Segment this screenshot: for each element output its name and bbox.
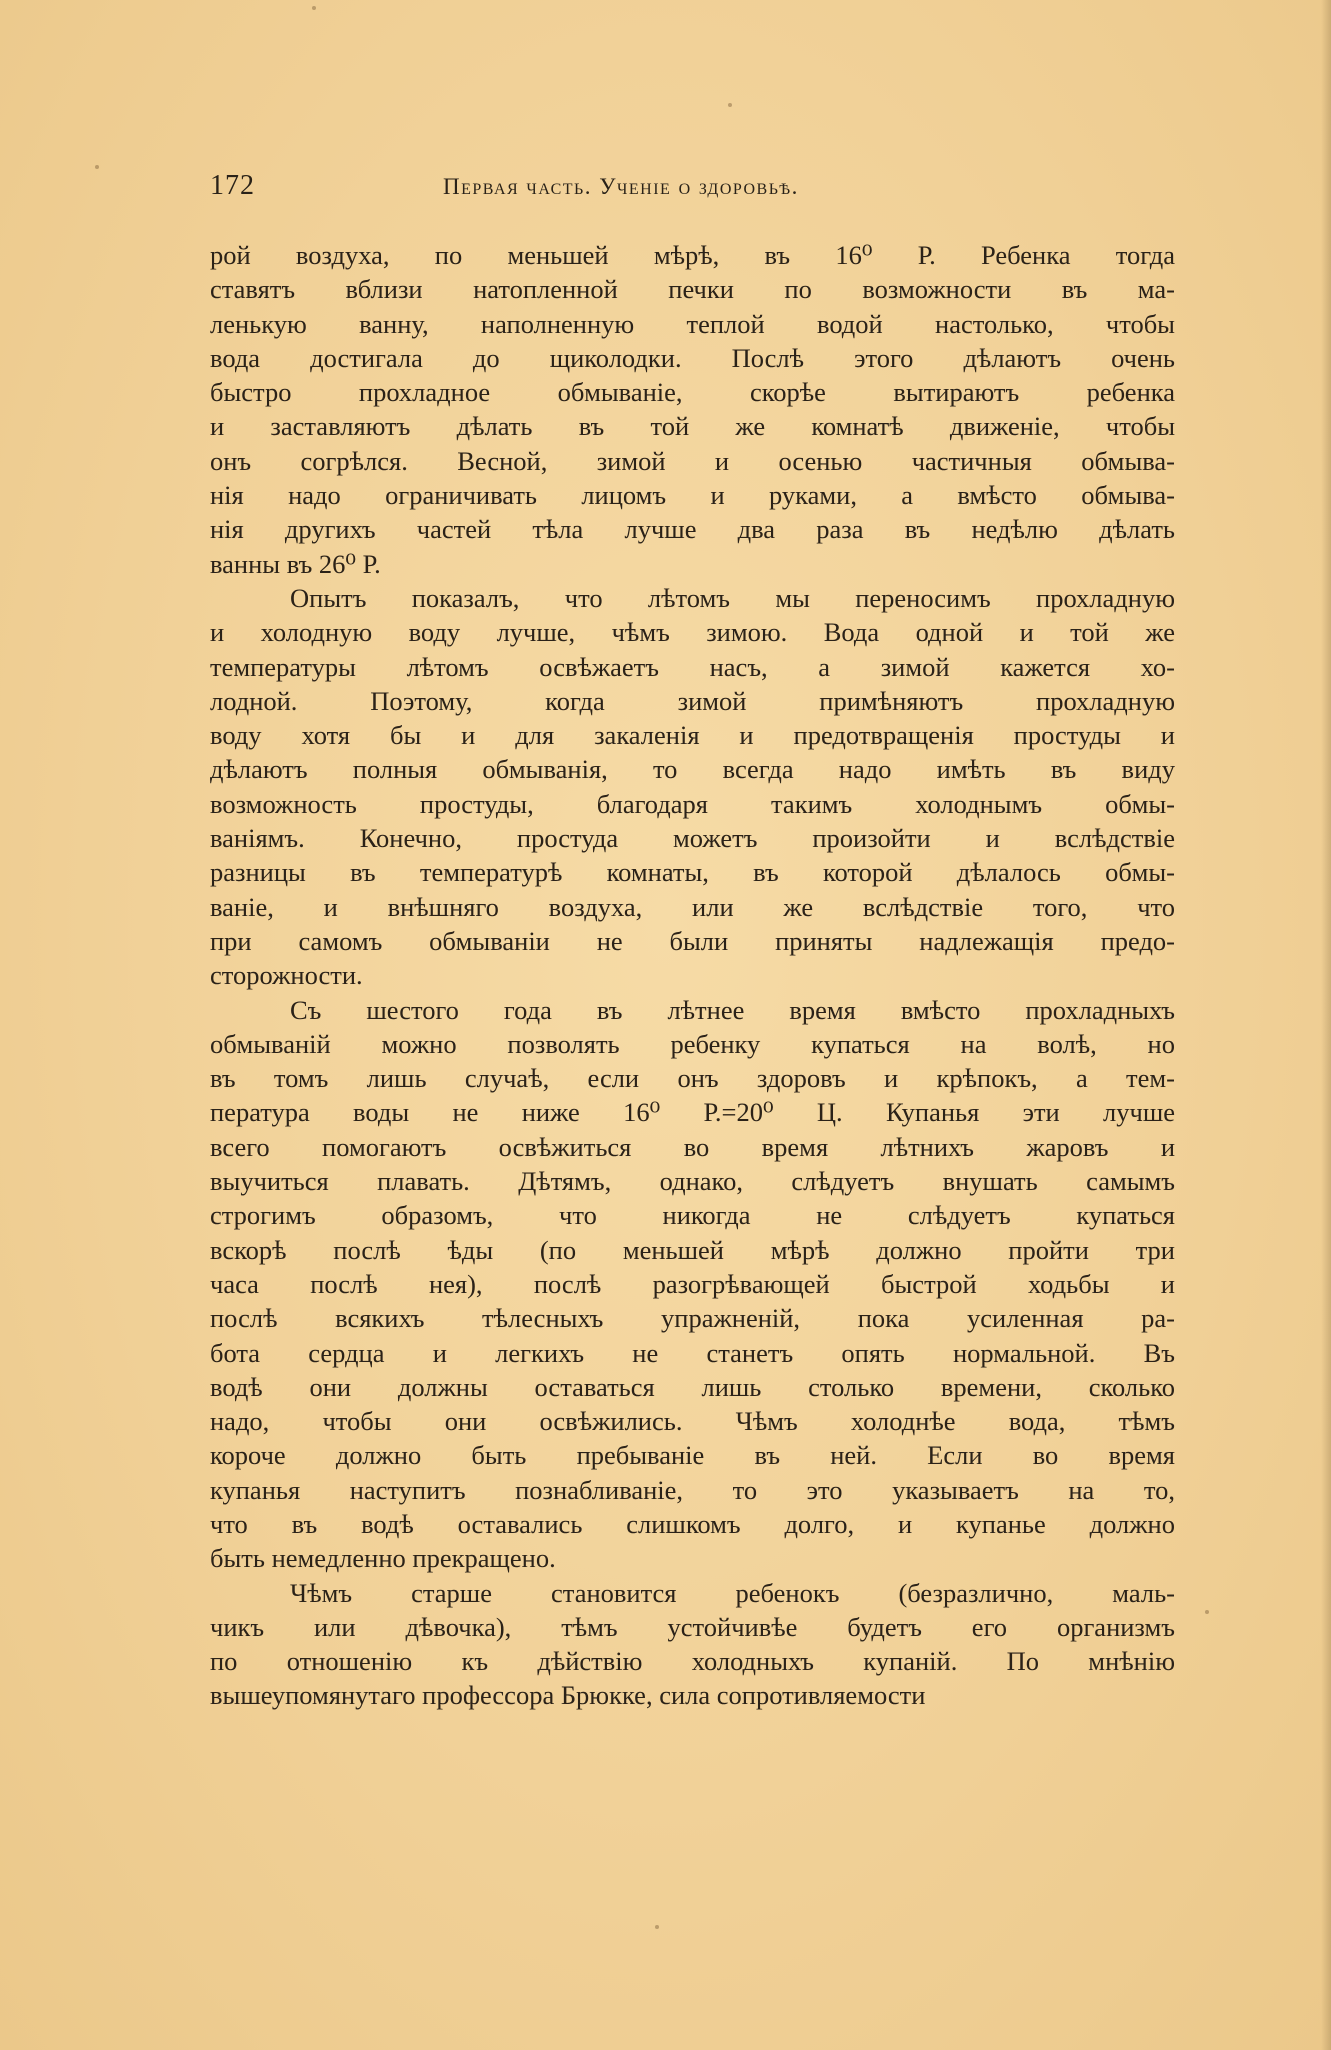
text-line: вода достигала до щиколодки. Послѣ этого дѣлаютъ очень <box>210 342 1175 373</box>
text-line: вышеупомянутаго профессора Брюкке, сила сопротивляемости <box>210 1680 926 1711</box>
text-line: ленькую ванну, наполненную теплой водой настолько, чтобы <box>210 308 1175 339</box>
text-line: обмываній можно позволять ребенку купаться на волѣ, но <box>210 1028 1175 1059</box>
paragraph <box>210 238 1175 581</box>
text-line: рой воздуха, по меньшей мѣрѣ, въ 16⁰ Р. Ребенка тогда <box>210 240 1175 270</box>
text-line: водѣ они должны оставаться лишь столько времени, сколько <box>210 1371 1175 1402</box>
running-head: Первая часть. Ученіе о здоровьѣ. <box>443 174 799 199</box>
text-line: въ томъ лишь случаѣ, если онъ здоровъ и крѣпокъ, а тем- <box>210 1063 1175 1094</box>
page-header <box>210 170 1210 210</box>
text-line: купанья наступитъ познабливаніе, то это указываетъ на то, <box>210 1474 1175 1505</box>
text-line: ставятъ вблизи натопленной печки по возможности въ ма- <box>210 274 1175 305</box>
text-line: строгимъ образомъ, что никогда не слѣдуетъ купаться <box>210 1200 1175 1231</box>
text-line: лодной. Поэтому, когда зимой примѣняютъ прохладную <box>210 685 1175 716</box>
text-line: Опытъ показалъ, что лѣтомъ мы переносимъ прохладную <box>290 582 1175 613</box>
text-line: быстро прохладное обмываніе, скорѣе вытираютъ ребенка <box>210 377 1175 408</box>
text-line: возможность простуды, благодаря такимъ холоднымъ обмы- <box>210 788 1175 819</box>
text-line: ваніямъ. Конечно, простуда можетъ произойти и вслѣдствіе <box>210 823 1175 854</box>
text-line: и заставляютъ дѣлать въ той же комнатѣ движеніе, чтобы <box>210 411 1175 442</box>
text-line: нія надо ограничивать лицомъ и руками, а вмѣсто обмыва- <box>210 480 1175 511</box>
text-line: всего помогаютъ освѣжиться во время лѣтнихъ жаровъ и <box>210 1131 1175 1162</box>
text-line: сторожности. <box>210 960 363 991</box>
paper-speck <box>1205 1610 1209 1614</box>
text-line: температуры лѣтомъ освѣжаетъ насъ, а зимой кажется хо- <box>210 651 1175 682</box>
body-text <box>210 238 1175 1713</box>
text-line: разницы въ температурѣ комнаты, въ которой дѣлалось обмы- <box>210 857 1175 888</box>
text-line: надо, чтобы они освѣжились. Чѣмъ холоднѣе вода, тѣмъ <box>210 1406 1175 1437</box>
text-line: быть немедленно прекращено. <box>210 1543 556 1574</box>
paragraph <box>210 581 1175 993</box>
text-line: пература воды не ниже 16⁰ Р.=20⁰ Ц. Купанья эти лучше <box>210 1097 1175 1128</box>
text-line: короче должно быть пребываніе въ ней. Если во время <box>210 1440 1175 1471</box>
text-line: онъ согрѣлся. Весной, зимой и осенью частичныя обмыва- <box>210 445 1175 476</box>
text-line: дѣлаютъ полныя обмыванія, то всегда надо имѣть въ виду <box>210 754 1175 785</box>
paper-speck <box>655 1925 659 1929</box>
page-number: 172 <box>210 170 255 201</box>
text-line: ваніе, и внѣшняго воздуха, или же вслѣдствіе того, что <box>210 891 1175 922</box>
paragraph <box>210 993 1175 1576</box>
text-line: воду хотя бы и для закаленія и предотвращенія простуды и <box>210 720 1175 751</box>
paper-speck <box>728 103 732 107</box>
text-line: Чѣмъ старше становится ребенокъ (безразлично, маль- <box>290 1577 1175 1608</box>
text-line: бота сердца и легкихъ не станетъ опять нормальной. Въ <box>210 1337 1175 1368</box>
page-edge-shadow <box>1321 0 1331 2050</box>
text-line: при самомъ обмываніи не были приняты надлежащія предо- <box>210 925 1175 956</box>
text-line: Съ шестого года въ лѣтнее время вмѣсто прохладныхъ <box>290 994 1175 1025</box>
text-line: нія другихъ частей тѣла лучше два раза въ недѣлю дѣлать <box>210 514 1175 545</box>
paper-speck <box>312 6 316 10</box>
text-line: выучиться плавать. Дѣтямъ, однако, слѣдуетъ внушать самымъ <box>210 1166 1175 1197</box>
text-line: чикъ или дѣвочка), тѣмъ устойчивѣе будетъ его организмъ <box>210 1611 1175 1642</box>
text-line: и холодную воду лучше, чѣмъ зимою. Вода одной и той же <box>210 617 1175 648</box>
paper-speck <box>95 165 99 169</box>
text-line: ванны въ 26⁰ Р. <box>210 548 381 579</box>
text-line: что въ водѣ оставались слишкомъ долго, и купанье должно <box>210 1508 1175 1539</box>
text-line: часа послѣ нея), послѣ разогрѣвающей быстрой ходьбы и <box>210 1268 1175 1299</box>
text-line: по отношенію къ дѣйствію холодныхъ купаній. По мнѣнію <box>210 1646 1175 1677</box>
paragraph <box>210 1576 1175 1713</box>
text-line: вскорѣ послѣ ѣды (по меньшей мѣрѣ должно пройти три <box>210 1234 1175 1265</box>
text-line: послѣ всякихъ тѣлесныхъ упражненій, пока усиленная ра- <box>210 1303 1175 1334</box>
